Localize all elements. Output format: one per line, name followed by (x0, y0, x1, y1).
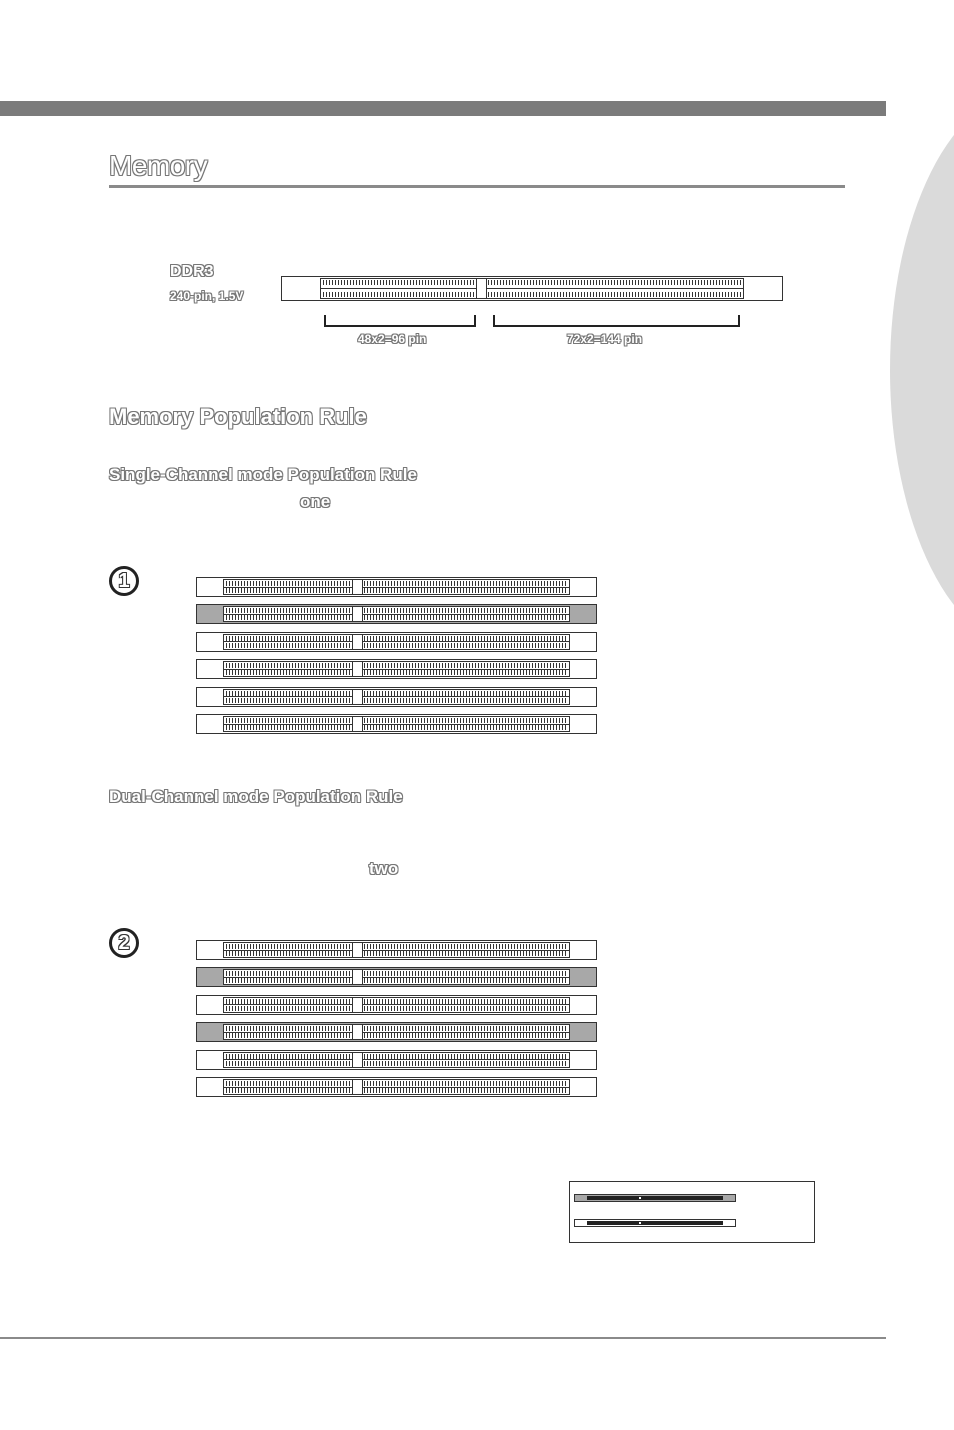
single-channel-emphasis: one (300, 492, 331, 511)
pin-count-right: 72x2=144 pin (567, 332, 643, 346)
dual-slot-6 (196, 1077, 597, 1097)
single-slot-3 (196, 632, 597, 652)
step-badge-2: 2 (109, 928, 139, 958)
slot-legend (569, 1181, 815, 1243)
dual-slot-3 (196, 995, 597, 1015)
single-slot-4 (196, 659, 597, 679)
dual-channel-heading: Dual-Channel mode Population Rule (109, 787, 403, 806)
dual-slot-4 (196, 1022, 597, 1042)
step-badge-1: 1 (109, 566, 139, 596)
header-bar (0, 101, 886, 116)
chapter-side-tab (890, 90, 954, 650)
legend-installed-slot (574, 1194, 736, 1202)
footer-rule (0, 1337, 886, 1339)
single-slot-6 (196, 714, 597, 734)
legend-empty-slot (574, 1219, 736, 1227)
ddr3-label: DDR3 (170, 263, 214, 280)
pin-brace-left (324, 315, 476, 327)
dual-channel-emphasis: two (369, 859, 399, 878)
ddr3-slot (281, 276, 783, 301)
page-title: Memory (109, 150, 208, 181)
dual-slot-1 (196, 940, 597, 960)
dual-slot-5 (196, 1050, 597, 1070)
single-channel-heading: Single-Channel mode Population Rule (109, 465, 417, 484)
single-slot-5 (196, 687, 597, 707)
title-rule (109, 185, 845, 188)
pin-count-left: 48x2=96 pin (358, 332, 427, 346)
pin-brace-right (493, 315, 740, 327)
dual-slot-2 (196, 967, 597, 987)
single-slot-2 (196, 604, 597, 624)
single-slot-1 (196, 577, 597, 597)
population-heading: Memory Population Rule (109, 404, 367, 429)
ddr3-spec: 240-pin, 1.5V (170, 289, 244, 303)
